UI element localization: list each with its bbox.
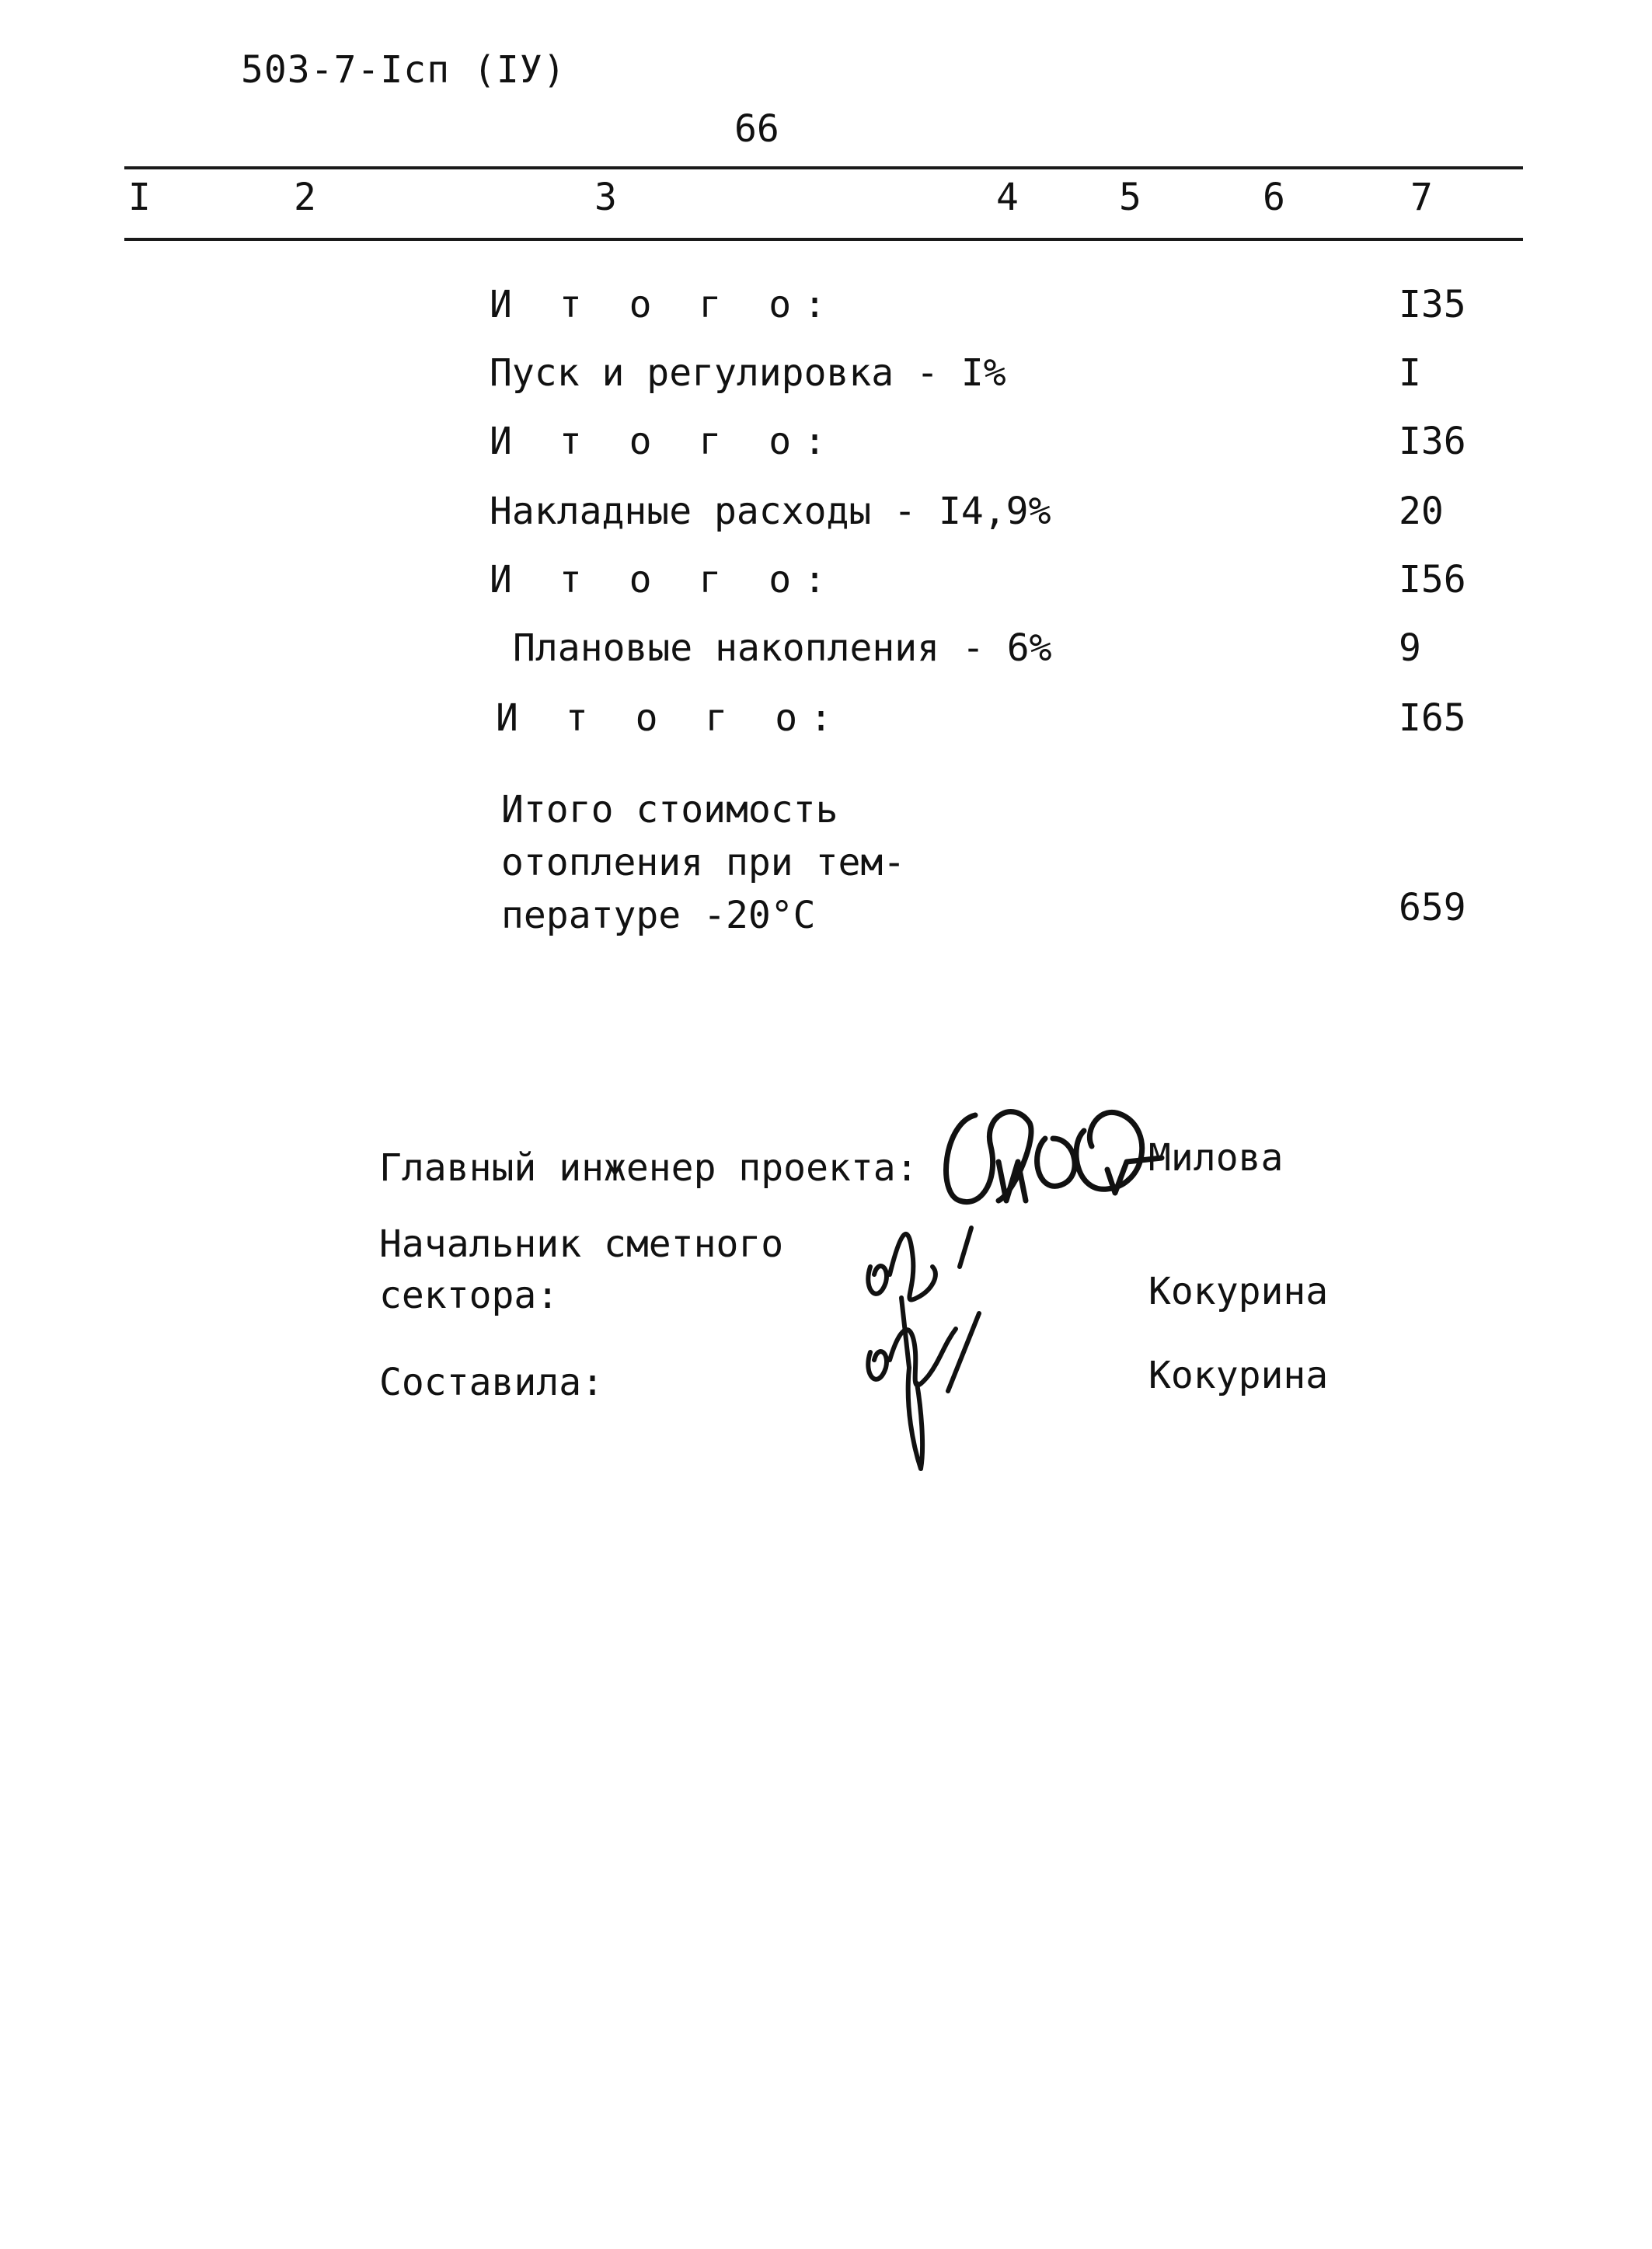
row-subtotal-4-label: И т о г о:	[496, 696, 845, 740]
signature-role-estimate-head-line1: Начальник сметного	[379, 1222, 784, 1266]
row-subtotal-1-label: И т о г о:	[490, 283, 838, 326]
column-number-7: 7	[1410, 176, 1433, 219]
column-number-4: 4	[996, 176, 1019, 219]
row-subtotal-3-label: И т о г о:	[490, 558, 838, 601]
row-subtotal-3-value: I56	[1399, 558, 1466, 601]
row-planned-savings-label: Плановые накопления - 6%	[513, 626, 1052, 670]
row-overhead-value: 20	[1399, 490, 1444, 533]
table-top-rule	[124, 166, 1523, 169]
column-number-3: 3	[594, 176, 617, 219]
signature-role-estimate-head-line2: сектора:	[379, 1274, 559, 1317]
row-startup-value: I	[1399, 351, 1421, 395]
total-line-1: Итого стоимость	[501, 788, 838, 832]
total-line-2: отопления при тем-	[501, 841, 906, 884]
total-heating-cost-value: 659	[1399, 886, 1466, 929]
document-code: 503-7-Iсп (IУ)	[241, 48, 566, 92]
total-heating-cost-label	[501, 783, 905, 942]
signature-name-chief-engineer: Милова	[1148, 1136, 1284, 1180]
row-overhead-label: Накладные расходы - I4,9%	[490, 490, 1051, 533]
signature-role-estimate-head	[379, 1219, 783, 1321]
signature-name-compiler: Кокурина	[1148, 1354, 1329, 1397]
signature-name-estimate-head: Кокурина	[1148, 1270, 1329, 1313]
signature-role-chief-engineer: Главный инженер проекта:	[379, 1146, 918, 1190]
row-subtotal-1-value: I35	[1399, 283, 1466, 326]
column-number-5: 5	[1119, 176, 1141, 219]
column-number-1: I	[128, 176, 151, 219]
table-header-rule	[124, 238, 1523, 241]
row-subtotal-2-label: И т о г о:	[490, 420, 838, 463]
row-planned-savings-value: 9	[1399, 626, 1421, 670]
row-subtotal-2-value: I36	[1399, 420, 1466, 463]
row-startup-label: Пуск и регулировка - I%	[490, 351, 1006, 395]
total-line-3: пературе -20°С	[501, 894, 816, 937]
signature-chief-engineer-icon	[929, 1084, 1177, 1224]
signature-estimate-head-icon	[855, 1212, 995, 1484]
column-number-2: 2	[294, 176, 316, 219]
column-number-6: 6	[1263, 176, 1285, 219]
row-subtotal-4-value: I65	[1399, 696, 1466, 740]
signature-role-compiler: Составила:	[379, 1361, 604, 1404]
page-number: 66	[734, 107, 779, 151]
